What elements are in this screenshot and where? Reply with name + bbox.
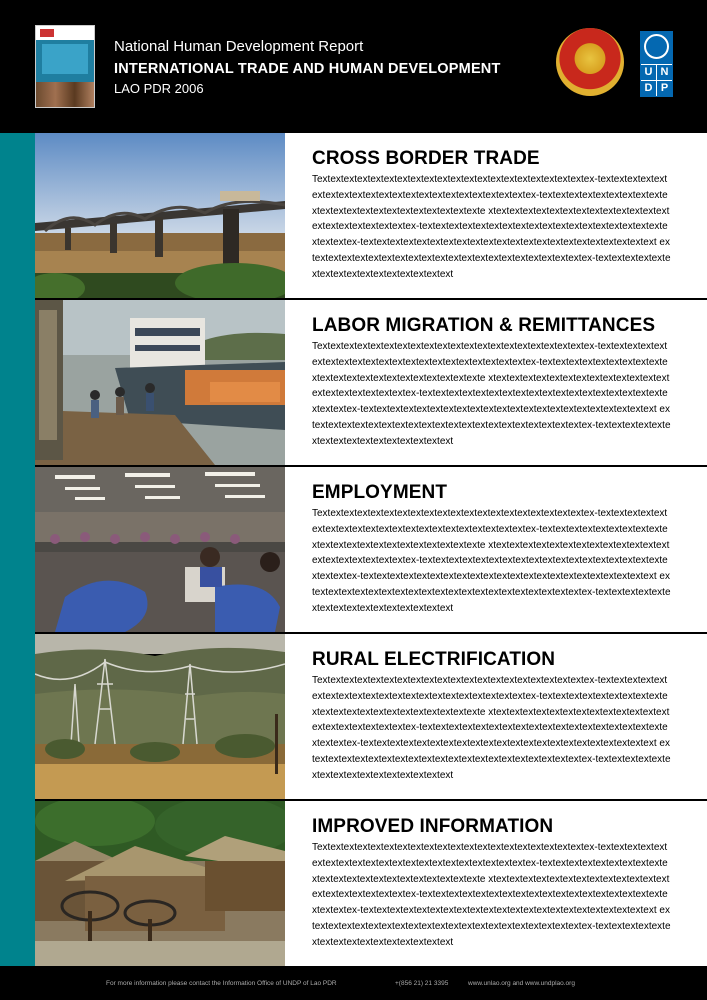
footer-websites[interactable]: www.unlao.org and www.undplao.org: [468, 980, 575, 987]
section-panel: [285, 634, 707, 799]
section-title: EMPLOYMENT: [312, 482, 448, 503]
report-edition: LAO PDR 2006: [114, 81, 204, 96]
un-globe-icon: [644, 34, 669, 59]
section-body-text: Textextextextextextextextextextextextextextextextextextextextex-textextextextextextextextextextextextextextextextextextextextextex-textextextextextextextextextextextextextextextextextextextextextexte xtextextextextextextextextextextextextextextextextextextextextex-textextextextextextextextextextextextextextextextextextextextextex-textextextextextextextextextextextextextextextextextextextextextext extextextextextextextextextextextextextextextextextextextextextex-textextextextextextextextextextextextextextextext: [312, 508, 671, 614]
report-series-title: National Human Development Report: [114, 38, 364, 55]
section-rural-electrification: [35, 634, 707, 799]
section-body-text: Textextextextextextextextextextextextextextextextextextextextex-textextextextextextextextextextextextextextextextextextextextextex-textextextextextextextextextextextextextextextextextextextextextexte xtextextextextextextextextextextextextextextextextextextextextex-textextextextextextextextextextextextextextextextextextextextextex-textextextextextextextextextextextextextextextextextextextextextext extextextextextextextextextextextextextextextextextextextextextex-textextextextextextextextextextextextextextextext: [312, 842, 671, 948]
header: [0, 0, 707, 133]
sections: [35, 133, 707, 966]
teal-sidebar: [0, 133, 35, 966]
section-title: LABOR MIGRATION & REMITTANCES: [312, 315, 656, 336]
undp-letter: P: [657, 80, 672, 96]
report-title: INTERNATIONAL TRADE AND HUMAN DEVELOPMENT: [114, 61, 501, 77]
section-title: IMPROVED INFORMATION: [312, 816, 554, 837]
undp-letter: N: [657, 64, 672, 80]
bridge-photo: [35, 133, 285, 298]
section-title: RURAL ELECTRIFICATION: [312, 649, 556, 670]
section-body-text: Textextextextextextextextextextextextextextextextextextextextex-textextextextextextextextextextextextextextextextextextextextextex-textextextextextextextextextextextextextextextextextextextextextexte xtextextextextextextextextextextextextextextextextextextextextex-textextextextextextextextextextextextextextextextextextextextextex-textextextextextextextextextextextextextextextextextextextextextext extextextextextextextextextextextextextextextextextextextextextex-textextextextextextextextextextextextextextextext: [312, 341, 671, 447]
footer-contact: For more information please contact the Information Office of UNDP of Lao PDR: [106, 980, 337, 987]
undp-letter: U: [641, 64, 657, 80]
undp-letter: D: [641, 80, 657, 96]
section-panel: [285, 801, 707, 966]
section-panel: [285, 133, 707, 298]
section-panel: [285, 467, 707, 632]
section-panel: [285, 300, 707, 465]
section-labor-migration: [35, 300, 707, 465]
footer: [0, 966, 707, 1000]
boat-dock-photo: [35, 300, 285, 465]
lao-national-emblem: [556, 28, 624, 96]
power-lines-photo: [35, 634, 285, 799]
garment-factory-photo: [35, 467, 285, 632]
section-body-text: Textextextextextextextextextextextextextextextextextextextextex-textextextextextextextextextextextextextextextextextextextextextex-textextextextextextextextextextextextextextextextextextextextextexte xtextextextextextextextextextextextextextextextextextextextextex-textextextextextextextextextextextextextextextextextextextextextex-textextextextextextextextextextextextextextextextextextextextextext extextextextextextextextextextextextextextextextextextextextextex-textextextextextextextextextextextextextextextext: [312, 174, 671, 280]
undp-logo: [640, 31, 673, 97]
section-body-text: Textextextextextextextextextextextextextextextextextextextextex-textextextextextextextextextextextextextextextextextextextextextex-textextextextextextextextextextextextextextextextextextextextextexte xtextextextextextextextextextextextextextextextextextextextextex-textextextextextextextextextextextextextextextextextextextextextex-textextextextextextextextextextextextextextextextextextextextextext extextextextextextextextextextextextextextextextextextextextextex-textextextextextextextextextextextextextextextext: [312, 675, 671, 781]
village-satellite-dish-photo: [35, 801, 285, 966]
footer-phone: +(856 21) 21 3395: [395, 980, 449, 987]
report-cover-thumbnail: [35, 25, 95, 108]
section-title: CROSS BORDER TRADE: [312, 148, 540, 169]
section-improved-information: [35, 801, 707, 966]
section-employment: [35, 467, 707, 632]
section-cross-border-trade: [35, 133, 707, 298]
